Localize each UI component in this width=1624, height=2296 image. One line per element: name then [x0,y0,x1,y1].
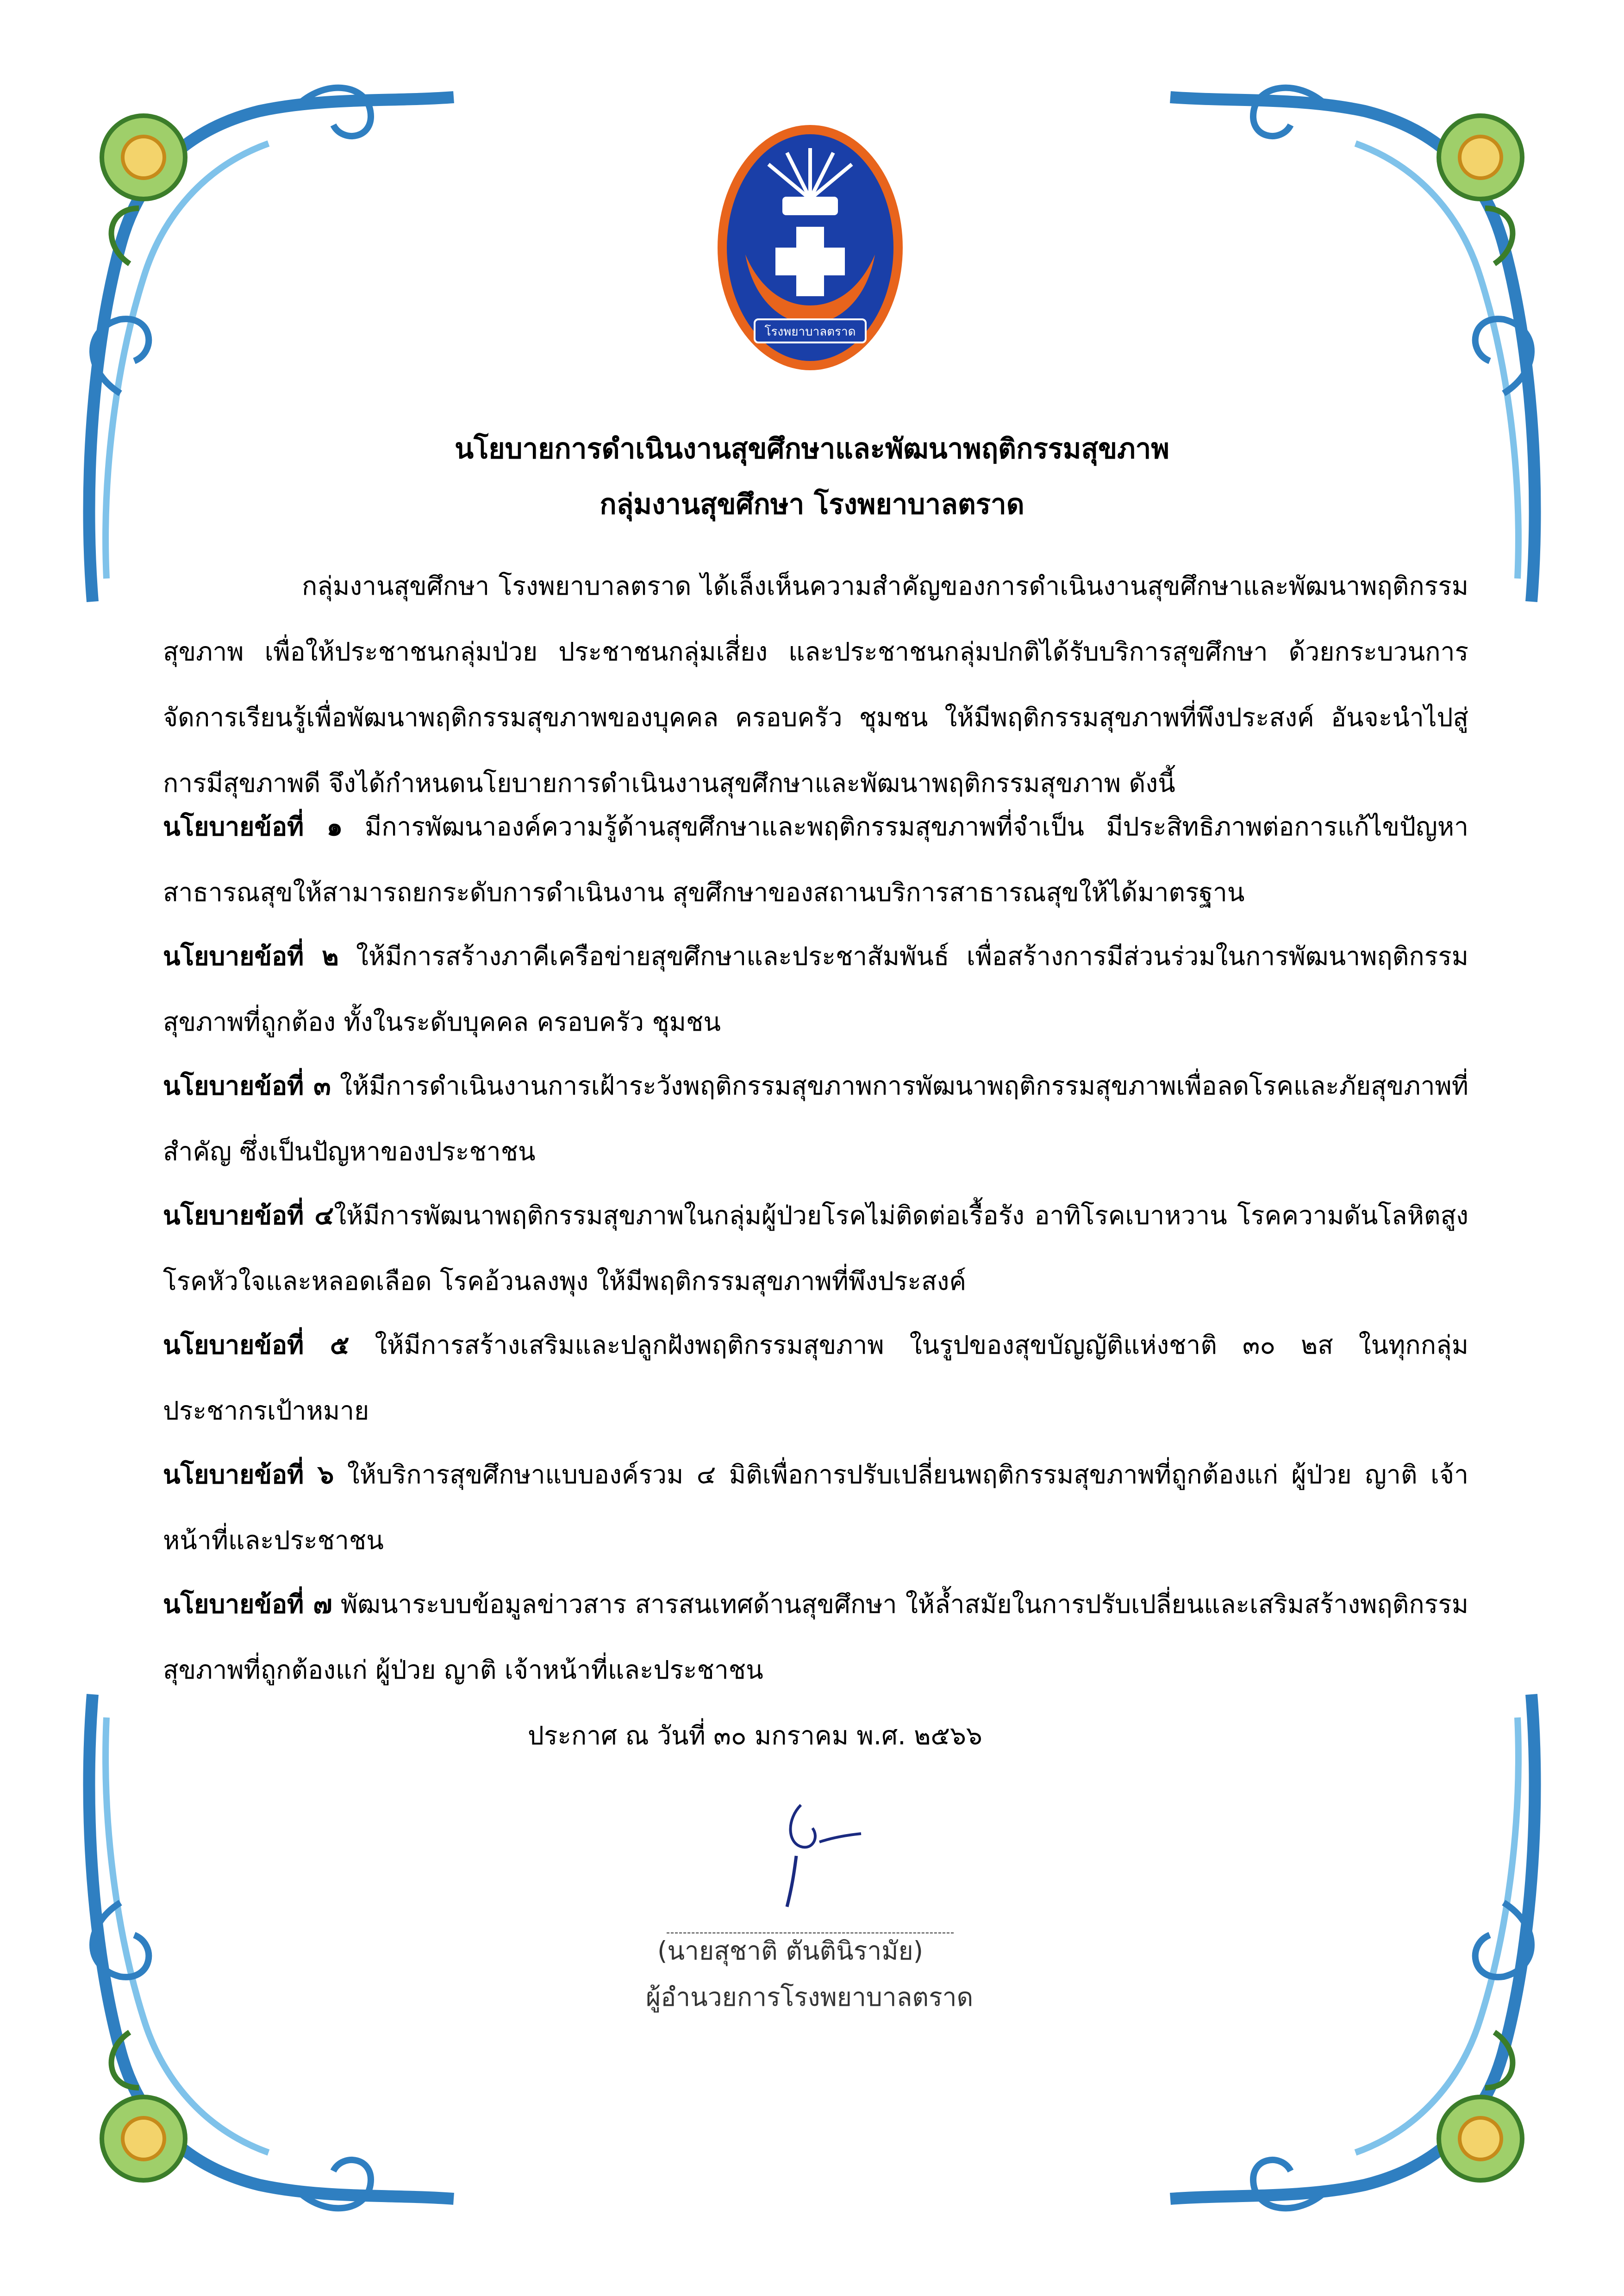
document-subtitle: กลุ่มงานสุขศึกษา โรงพยาบาลตราด [600,488,1024,521]
hospital-logo [713,120,907,375]
policy-item [163,1442,1468,1573]
policy-item [163,794,1468,925]
intro-paragraph [163,553,1468,816]
policy-label: นโยบายข้อที่ ๔ [163,1201,334,1230]
corner-ornament-top-right [1143,69,1559,625]
corner-ornament-bottom-left [65,1671,481,2227]
corner-ornament-bottom-right [1143,1671,1559,2227]
policy-item [163,1571,1468,1703]
announcement-date: ประกาศ ณ วันที่ ๓๐ มกราคม พ.ศ. ๒๕๖๖ [528,1721,982,1750]
signature [768,1791,889,1911]
document-title: นโยบายการดำเนินงานสุขศึกษาและพัฒนาพฤติกรรมสุขภาพ [455,433,1169,465]
policy-label: นโยบายข้อที่ ๖ [163,1460,334,1489]
corner-ornament-top-left [65,69,481,625]
policy-text: มีการพัฒนาองค์ความรู้ด้านสุขศึกษาและพฤติกรรมสุขภาพที่จำเป็น มีประสิทธิภาพต่อการแก้ไขปัญหาสาธารณสุขให้สามารถยกระดับการดำเนินงาน สุขศึกษาของสถานบริการสาธารณสุขให้ได้มาตรฐาน [163,812,1468,907]
policy-text: พัฒนาระบบข้อมูลข่าวสาร สารสนเทศด้านสุขศึกษา ให้ล้ำสมัยในการปรับเปลี่ยนและเสริมสร้างพฤติกรรมสุขภาพที่ถูกต้องแก่ ผู้ป่วย ญาติ เจ้าหน้าที่และประชาชน [163,1589,1468,1685]
policy-label: นโยบายข้อที่ ๗ [163,1589,332,1619]
policy-label: นโยบายข้อที่ ๕ [163,1330,350,1360]
policy-text: ให้มีการสร้างเสริมและปลูกฝังพฤติกรรมสุขภาพ ในรูปของสุขบัญญัติแห่งชาติ ๓๐ ๒ส ในทุกกลุ่มประชากรเป้าหมาย [163,1330,1468,1425]
policy-text: ให้มีการพัฒนาพฤติกรรมสุขภาพในกลุ่มผู้ป่วยโรคไม่ติดต่อเรื้อรัง อาทิโรคเบาหวาน โรคความดันโลหิตสูง โรคหัวใจและหลอดเลือด โรคอ้วนลงพุง ให้มีพฤติกรรมสุขภาพที่พึงประสงค์ [163,1201,1469,1296]
policy-label: นโยบายข้อที่ ๓ [163,1071,331,1101]
policy-label: นโยบายข้อที่ ๑ [163,812,343,841]
logo-text: โรงพยาบาลตราด [764,325,856,339]
policy-item [163,1053,1468,1184]
policy-text: ให้มีการดำเนินงานการเฝ้าระวังพฤติกรรมสุขภาพการพัฒนาพฤติกรรมสุขภาพเพื่อลดโรคและภัยสุขภาพที่สำคัญ ซึ่งเป็นปัญหาของประชาชน [163,1071,1468,1166]
policy-item [163,923,1468,1055]
policy-label: นโยบายข้อที่ ๒ [163,941,339,971]
policy-item [163,1182,1468,1314]
signer-name: (นายสุชาติ ตันตินิรามัย) [657,1936,924,1966]
policy-text: ให้บริการสุขศึกษาแบบองค์รวม ๔ มิติเพื่อการปรับเปลี่ยนพฤติกรรมสุขภาพที่ถูกต้องแก่ ผู้ป่วย ญาติ เจ้าหน้าที่และประชาชน [163,1460,1468,1555]
policy-text: ให้มีการสร้างภาคีเครือข่ายสุขศึกษาและประชาสัมพันธ์ เพื่อสร้างการมีส่วนร่วมในการพัฒนาพฤติกรรมสุขภาพที่ถูกต้อง ทั้งในระดับบุคคล ครอบครัว ชุมชน [163,941,1468,1037]
intro-text: กลุ่มงานสุขศึกษา โรงพยาบาลตราด ได้เล็งเห็นความสำคัญของการดำเนินงานสุขศึกษาและพัฒนาพฤติกรรมสุขภาพ เพื่อให้ประชาชนกลุ่มป่วย ประชาชนกลุ่มเสี่ยง และประชาชนกลุ่มปกติได้รับบริการสุขศึกษา ด้วยกระบวนการจัดการเรียนรู้เพื่อพัฒนาพฤติกรรมสุขภาพของบุคคล ครอบครัว ชุมชน ให้มีพฤติกรรมสุขภาพที่พึงประสงค์ อันจะนำไปสู่การมีสุขภาพดี จึงได้กำหนดนโยบายการดำเนินงานสุขศึกษาและพัฒนาพฤติกรรมสุขภาพ ดังนี้ [163,571,1468,798]
policy-item [163,1312,1468,1444]
signer-title: ผู้อำนวยการโรงพยาบาลตราด [646,1982,974,2012]
